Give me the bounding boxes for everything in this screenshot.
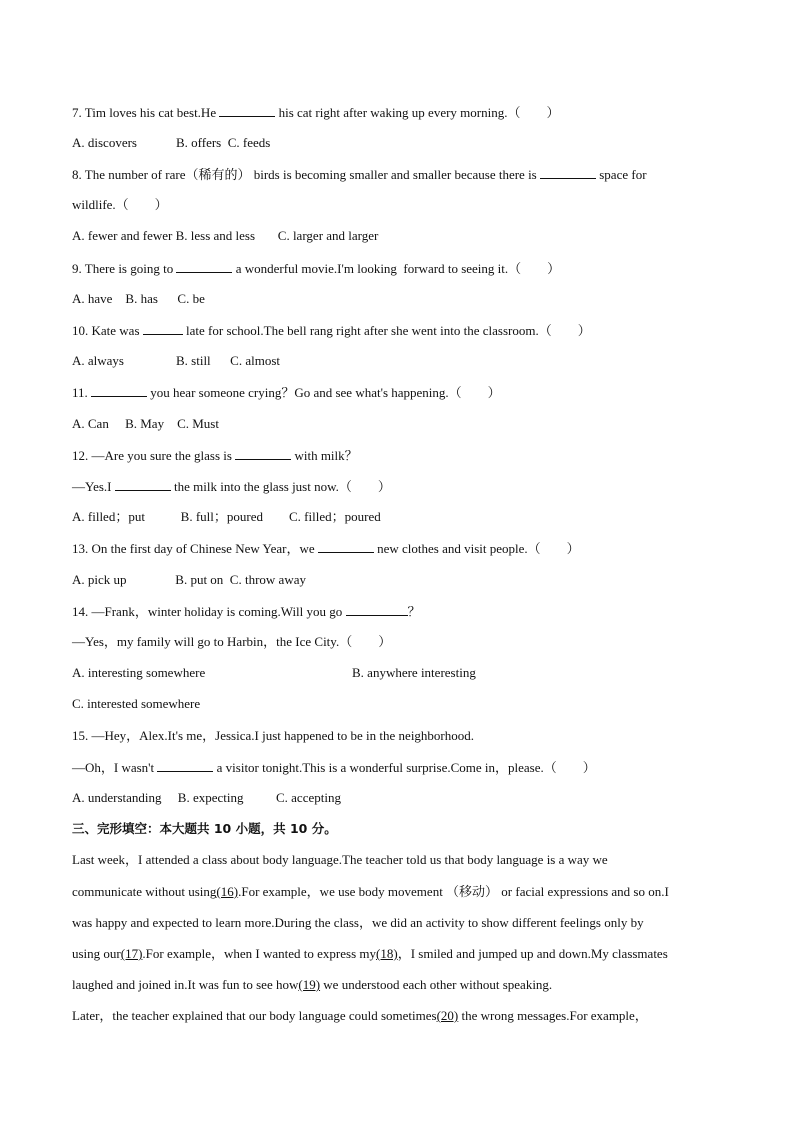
answer-blank	[157, 758, 213, 772]
question-text: 9. There is going to	[72, 261, 177, 276]
options-text: A. fewer and fewer B. less and less C. larger and larger	[72, 228, 379, 243]
question-7-options	[72, 134, 734, 152]
passage-text: Last week，I attended a class about body language.The teacher told us that body language is a way we	[72, 852, 608, 867]
question-text: —Yes.I	[72, 479, 115, 494]
passage-text: the wrong messages.For example，	[458, 1008, 648, 1023]
passage-line	[72, 914, 734, 932]
question-9-options	[72, 290, 734, 308]
answer-blank	[91, 383, 147, 397]
question-15	[72, 727, 734, 745]
question-11-options	[72, 415, 734, 433]
passage-line	[72, 976, 734, 994]
question-text: —Oh，I wasn't	[72, 760, 158, 775]
question-text: a wonderful movie.I'm looking forward to seeing it.（ ）	[232, 261, 561, 276]
question-text: a visitor tonight.This is a wonderful surprise.Come in，please.（ ）	[213, 760, 596, 775]
question-text: space for	[596, 167, 647, 182]
answer-blank	[219, 103, 275, 117]
question-text: his cat right after waking up every morning.（ ）	[275, 105, 560, 120]
question-text: you hear someone crying？Go and see what's happening.（ ）	[147, 385, 501, 400]
question-14-options-2	[72, 695, 734, 713]
question-12-reply	[72, 477, 734, 496]
question-text: new clothes and visit people.（ ）	[373, 541, 580, 556]
answer-blank	[176, 259, 232, 273]
passage-text: we understood each other without speaking.	[320, 977, 553, 992]
options-text: A. filled；put B. full；poured C. filled；poured	[72, 509, 381, 524]
question-text: 11.	[72, 385, 92, 400]
question-12	[72, 446, 734, 465]
passage-line	[72, 851, 734, 869]
passage-text: .For example，we use body movement （移动） or facial expressions and so on.I	[238, 884, 669, 899]
question-8-options	[72, 227, 734, 245]
question-text: 8. The number of rare（稀有的） birds is becoming smaller and smaller because there is	[72, 167, 540, 182]
question-text: ？	[407, 604, 421, 619]
question-text: with milk？	[291, 448, 358, 463]
question-10-options	[72, 352, 734, 370]
option-b: B. anywhere interesting	[352, 665, 476, 680]
passage-text: laughed and joined in.It was fun to see how	[72, 977, 299, 992]
option-a: A. interesting somewhere	[72, 665, 206, 680]
question-10	[72, 321, 734, 340]
cloze-blank-19: (19)	[298, 977, 321, 992]
question-text: wildlife.（ ）	[72, 197, 168, 212]
cloze-blank-16: (16)	[216, 884, 239, 899]
cloze-blank-17: (17)	[120, 946, 143, 961]
passage-line	[72, 1007, 734, 1025]
question-text: 7. Tim loves his cat best.He	[72, 105, 220, 120]
passage-text: .For example，when I wanted to express my	[142, 946, 377, 961]
question-text: 15. —Hey，Alex.It's me，Jessica.I just happened to be in the neighborhood.	[72, 728, 475, 743]
options-text: A. understanding B. expecting C. accepting	[72, 790, 341, 805]
options-text: A. Can B. May C. Must	[72, 416, 219, 431]
cloze-blank-18: (18)	[376, 946, 398, 961]
passage-text: was happy and expected to learn more.During the class，we did an activity to show different feelings only by	[72, 915, 644, 930]
passage-text: communicate without using	[72, 884, 217, 899]
question-13	[72, 539, 734, 558]
option-c: C. interested somewhere	[72, 696, 201, 711]
question-8	[72, 165, 734, 184]
question-14	[72, 602, 734, 621]
options-text: A. have B. has C. be	[72, 291, 205, 306]
question-text: 14. —Frank，winter holiday is coming.Will you go	[72, 604, 346, 619]
question-text: the milk into the glass just now.（ ）	[170, 479, 391, 494]
question-text: 12. —Are you sure the glass is	[72, 448, 236, 463]
passage-text: ，I smiled and jumped up and down.My classmates	[397, 946, 668, 961]
section-heading: 三、完形填空：本大题共 10 小题，共 10 分。	[72, 821, 337, 836]
answer-blank	[143, 321, 183, 335]
question-14-options	[72, 664, 734, 682]
question-text: —Yes，my family will go to Harbin，the Ice City.（ ）	[72, 634, 392, 649]
passage-line	[72, 883, 734, 901]
question-11	[72, 383, 734, 402]
question-15-options	[72, 789, 734, 807]
answer-blank	[540, 165, 596, 179]
options-text: A. pick up B. put on C. throw away	[72, 572, 306, 587]
question-9	[72, 259, 734, 278]
question-8-continued	[72, 196, 734, 214]
answer-blank	[346, 602, 408, 616]
question-7	[72, 103, 734, 122]
options-text: A. discovers B. offers C. feeds	[72, 135, 271, 150]
options-text: A. always B. still C. almost	[72, 353, 280, 368]
question-12-options	[72, 508, 734, 526]
question-text: 10. Kate was	[72, 323, 143, 338]
question-text: late for school.The bell rang right after she went into the classroom.（ ）	[182, 323, 591, 338]
passage-text: Later，the teacher explained that our body language could sometimes	[72, 1008, 437, 1023]
answer-blank	[235, 446, 291, 460]
answer-blank	[115, 477, 171, 491]
question-14-reply	[72, 633, 734, 651]
question-text: 13. On the first day of Chinese New Year，we	[72, 541, 318, 556]
question-13-options	[72, 571, 734, 589]
passage-line	[72, 945, 734, 963]
answer-blank	[318, 539, 374, 553]
passage-text: using our	[72, 946, 121, 961]
cloze-blank-20: (20)	[436, 1008, 459, 1023]
question-15-reply	[72, 758, 734, 777]
